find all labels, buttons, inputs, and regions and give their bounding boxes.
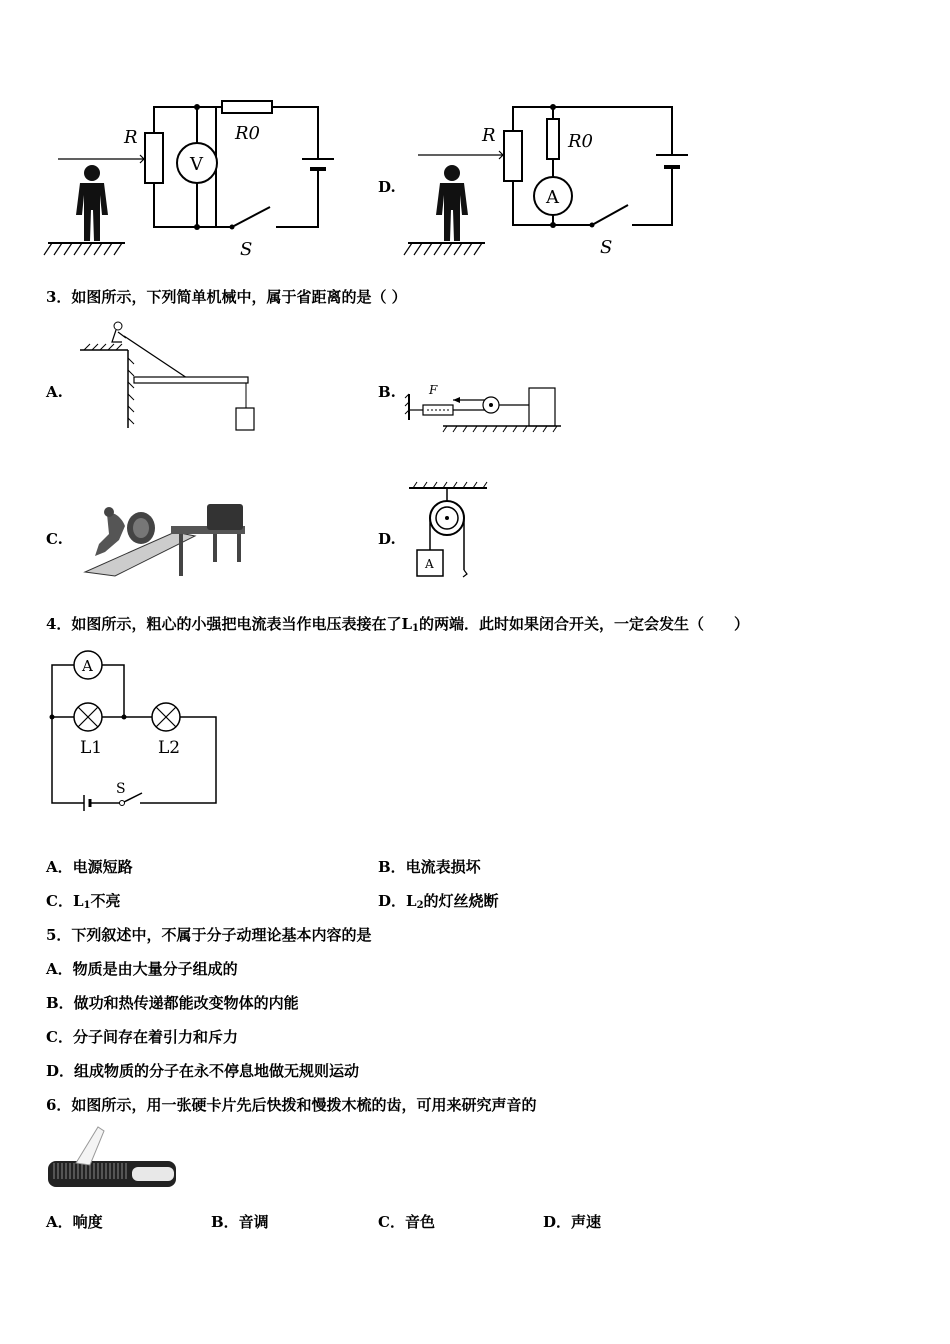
q5-option-d: D．组成物质的分子在永不停息地做无规则运动 [46, 1062, 360, 1080]
circuit-figure-c [40, 95, 340, 265]
svg-text:S: S [116, 781, 126, 797]
person-icon [436, 165, 468, 241]
q6-option-b: B．音调 [211, 1213, 269, 1231]
option-label-c: C. [46, 530, 63, 548]
svg-text:L2: L2 [158, 738, 181, 758]
question-3-stem: 3．如图所示，下列简单机械中，属于省距离的是（ ） [46, 288, 407, 306]
q5-option-a: A．物质是由大量分子组成的 [46, 960, 238, 978]
lever-crane-figure [78, 318, 258, 438]
q5-option-b: B．做功和热传递都能改变物体的内能 [46, 994, 299, 1012]
svg-text:A: A [425, 557, 434, 571]
question-6-stem: 6．如图所示，用一张硬卡片先后快拨和慢拨木梳的齿，可用来研究声音的 [46, 1096, 537, 1114]
question-4-stem: 4．如图所示，粗心的小强把电流表当作电压表接在了$L_1$的两端．此时如果闭合开关，一定会发生（ ） [46, 615, 749, 634]
svg-text:V: V [190, 154, 203, 175]
option-label-d: D. [378, 530, 396, 548]
svg-text:R: R [482, 125, 496, 146]
svg-text:F: F [429, 383, 438, 397]
person-icon [76, 165, 108, 241]
comb-card-figure [46, 1125, 186, 1195]
question-5-stem: 5．下列叙述中，不属于分子动理论基本内容的是 [46, 926, 372, 944]
q4-option-c: C．$L_1$不亮 [46, 892, 121, 911]
q6-option-d: D．声速 [543, 1213, 602, 1231]
svg-text:R: R [124, 127, 138, 148]
pulley-horizontal-figure [405, 380, 565, 435]
q4-option-b: B．电流表损坏 [378, 858, 481, 876]
svg-text:S: S [240, 239, 253, 260]
circuit-figure-d [400, 95, 700, 265]
q5-option-c: C．分子间存在着引力和斥力 [46, 1028, 238, 1046]
option-label-d: D. [378, 178, 396, 196]
q6-option-c: C．音色 [378, 1213, 435, 1231]
option-label-b: B. [378, 383, 396, 401]
q6-option-a: A．响度 [46, 1213, 103, 1231]
ramp-barrel-figure [75, 500, 250, 580]
svg-text:L1: L1 [80, 738, 103, 758]
option-label-a: A. [46, 383, 63, 401]
svg-text:R0: R0 [235, 123, 261, 144]
svg-text:A: A [546, 187, 559, 208]
pulley-vertical-figure [405, 482, 495, 582]
svg-text:R0: R0 [568, 131, 594, 152]
q4-option-d: D．$L_2$的灯丝烧断 [378, 892, 499, 911]
svg-text:A: A [82, 657, 93, 675]
svg-text:S: S [600, 237, 613, 258]
series-circuit-figure [44, 645, 224, 815]
q4-option-a: A．电源短路 [46, 858, 133, 876]
